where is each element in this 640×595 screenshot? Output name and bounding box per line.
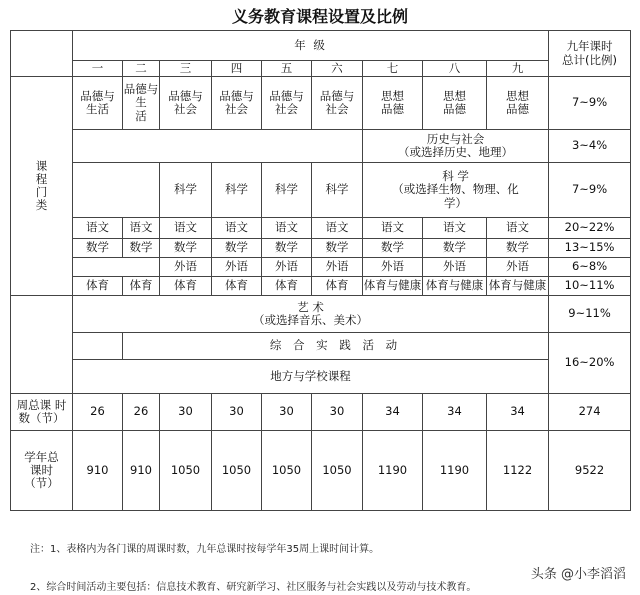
math-cell: 数学: [262, 239, 312, 258]
grade-cell: 三: [160, 61, 212, 77]
grade-cell: 七: [363, 61, 423, 77]
science-secondary-cell: 科 学 （或选择生物、物理、化 学）: [363, 163, 549, 218]
math-cell: 数学: [212, 239, 262, 258]
science-cell: 科学: [312, 163, 363, 218]
ratio-cell: 20~22%: [549, 218, 631, 239]
grade-cell: 九: [487, 61, 549, 77]
total-header-line: 九年课时: [566, 39, 613, 54]
grade-cell: 一: [73, 61, 123, 77]
weekly-cell: 26: [123, 394, 160, 431]
weekly-cell: 34: [363, 394, 423, 431]
moral-cell: 品德与 生活: [73, 77, 123, 130]
foreign-cell: 外语: [212, 258, 262, 277]
science-cell: 科学: [160, 163, 212, 218]
moral-cell: 品德与 社会: [262, 77, 312, 130]
yearly-cell: 910: [123, 431, 160, 511]
ratio-cell: 9~11%: [549, 296, 631, 333]
chinese-cell: 语文: [423, 218, 487, 239]
history-cell: 历史与社会 （或选择历史、地理）: [363, 130, 549, 163]
total-header: [549, 31, 631, 77]
pe-health-cell: 体育与健康: [423, 277, 487, 296]
category-label: [11, 77, 73, 296]
category-char: 程: [35, 171, 48, 186]
total-header-line: 总计(比例): [562, 52, 618, 67]
empty-cell: [73, 258, 160, 277]
chinese-cell: 语文: [262, 218, 312, 239]
weekly-total: 274: [549, 394, 631, 431]
chinese-cell: 语文: [487, 218, 549, 239]
weekly-cell: 26: [73, 394, 123, 431]
category-char: 课: [35, 158, 48, 173]
yearly-cell: 1050: [212, 431, 262, 511]
foreign-cell: 外语: [363, 258, 423, 277]
chinese-cell: 语文: [123, 218, 160, 239]
pe-cell: 体育: [312, 277, 363, 296]
empty-cell: [73, 130, 363, 163]
chinese-cell: 语文: [212, 218, 262, 239]
ratio-cell: 10~11%: [549, 277, 631, 296]
practice-cell: 综 合 实 践 活 动: [123, 333, 549, 360]
chinese-cell: 语文: [73, 218, 123, 239]
pe-cell: 体育: [123, 277, 160, 296]
yearly-total: 9522: [549, 431, 631, 511]
category-char: 类: [35, 198, 48, 213]
science-cell: 科学: [262, 163, 312, 218]
ratio-cell: 13~15%: [549, 239, 631, 258]
yearly-cell: 1050: [312, 431, 363, 511]
yearly-cell: 1190: [363, 431, 423, 511]
weekly-cell: 30: [160, 394, 212, 431]
arts-cell: 艺 术 （或选择音乐、美术）: [73, 296, 549, 333]
moral-cell: 品德与生 活: [123, 77, 160, 130]
weekly-label: 周总课 时数（节）: [11, 394, 73, 431]
ratio-cell: 16~20%: [549, 333, 631, 394]
math-cell: 数学: [73, 239, 123, 258]
grade-cell: 二: [123, 61, 160, 77]
empty-cell: [73, 333, 123, 360]
weekly-cell: 34: [487, 394, 549, 431]
yearly-cell: 1122: [487, 431, 549, 511]
yearly-cell: 910: [73, 431, 123, 511]
grade-cell: 五: [262, 61, 312, 77]
yearly-label: 学年总 课时 （节）: [11, 431, 73, 511]
moral-cell: 品德与 社会: [312, 77, 363, 130]
local-cell: 地方与学校课程: [73, 360, 549, 394]
chinese-cell: 语文: [160, 218, 212, 239]
foreign-cell: 外语: [160, 258, 212, 277]
math-cell: 数学: [160, 239, 212, 258]
weekly-cell: 30: [212, 394, 262, 431]
math-cell: 数学: [363, 239, 423, 258]
empty-cell: [73, 163, 160, 218]
foreign-cell: 外语: [262, 258, 312, 277]
moral-cell: 思想 品德: [487, 77, 549, 130]
math-cell: 数学: [312, 239, 363, 258]
watermark: 头条 @小李滔滔: [530, 567, 626, 582]
ratio-cell: 7~9%: [549, 77, 631, 130]
chinese-cell: 语文: [312, 218, 363, 239]
moral-cell: 品德与 社会: [212, 77, 262, 130]
curriculum-table: [10, 30, 631, 511]
weekly-cell: 30: [312, 394, 363, 431]
moral-cell: 品德与 社会: [160, 77, 212, 130]
weekly-cell: 34: [423, 394, 487, 431]
pe-cell: 体育: [160, 277, 212, 296]
grade-cell: 六: [312, 61, 363, 77]
foreign-cell: 外语: [312, 258, 363, 277]
math-cell: 数学: [487, 239, 549, 258]
moral-cell: 思想 品德: [363, 77, 423, 130]
ratio-cell: 3~4%: [549, 130, 631, 163]
pe-cell: 体育: [73, 277, 123, 296]
moral-cell: 思想 品德: [423, 77, 487, 130]
note-1: 注：1、表格内为各门课的周课时数，九年总课时按每学年35周上课时间计算。: [30, 544, 380, 555]
math-cell: 数学: [423, 239, 487, 258]
foreign-cell: 外语: [487, 258, 549, 277]
weekly-cell: 30: [262, 394, 312, 431]
empty-cell: [11, 296, 73, 394]
page-title: 义务教育课程设置及比例: [231, 7, 408, 26]
pe-cell: 体育: [212, 277, 262, 296]
corner-cell: [11, 31, 73, 77]
grade-header: 年 级: [73, 31, 549, 61]
math-cell: 数学: [123, 239, 160, 258]
ratio-cell: 6~8%: [549, 258, 631, 277]
grade-cell: 八: [423, 61, 487, 77]
chinese-cell: 语文: [363, 218, 423, 239]
yearly-cell: 1050: [160, 431, 212, 511]
foreign-cell: 外语: [423, 258, 487, 277]
yearly-cell: 1190: [423, 431, 487, 511]
pe-cell: 体育: [262, 277, 312, 296]
science-cell: 科学: [212, 163, 262, 218]
yearly-cell: 1050: [262, 431, 312, 511]
pe-health-cell: 体育与健康: [363, 277, 423, 296]
grade-cell: 四: [212, 61, 262, 77]
category-char: 门: [35, 185, 48, 199]
pe-health-cell: 体育与健康: [487, 277, 549, 296]
ratio-cell: 7~9%: [549, 163, 631, 218]
note-2: 2、综合时间活动主要包括：信息技术教育、研究新学习、社区服务与社会实践以及劳动与技术教育。: [30, 582, 477, 593]
